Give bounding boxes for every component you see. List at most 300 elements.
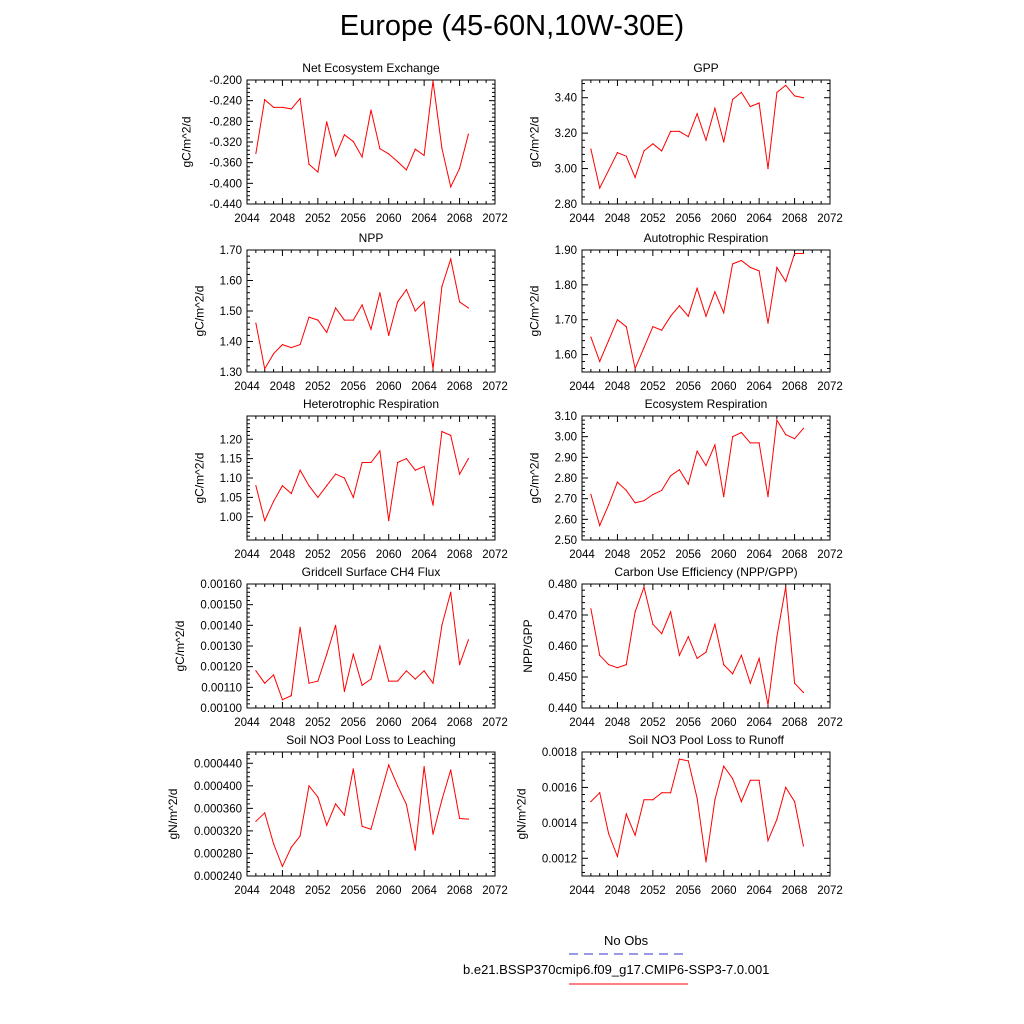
x-tick-label: 2044: [234, 213, 260, 225]
x-tick-label: 2056: [340, 213, 367, 225]
data-point: [273, 107, 274, 108]
x-tick-label: 2056: [340, 717, 367, 729]
plot-frame: [582, 80, 830, 204]
data-point: [335, 155, 336, 156]
y-tick-label: 0.480: [548, 579, 577, 591]
panel-title: Net Ecosystem Exchange: [302, 61, 440, 75]
y-tick-label: 0.0016: [541, 782, 577, 795]
data-point: [415, 149, 416, 150]
y-tick-label: 2.70: [554, 493, 577, 506]
x-tick-label: 2068: [446, 381, 473, 393]
x-tick-label: 2072: [482, 213, 508, 225]
data-point: [406, 804, 407, 805]
y-tick-label: 0.440: [548, 703, 577, 715]
x-tick-label: 2068: [446, 717, 473, 729]
data-point: [767, 168, 768, 169]
x-tick-label: 2068: [781, 213, 808, 225]
x-tick-label: 2072: [817, 885, 843, 897]
panel-4: [528, 231, 843, 393]
data-point: [424, 670, 425, 671]
data-point: [264, 368, 265, 369]
data-point: [635, 502, 636, 503]
data-point: [326, 332, 327, 333]
data-point: [732, 99, 733, 100]
data-point: [317, 171, 318, 172]
data-point: [459, 301, 460, 302]
data-point: [335, 625, 336, 626]
x-tick-label: 2056: [675, 885, 702, 897]
data-point: [432, 834, 433, 835]
data-point: [750, 442, 751, 443]
x-tick-label: 2048: [604, 381, 631, 393]
data-point: [344, 691, 345, 692]
data-point: [643, 500, 644, 501]
x-tick-label: 2052: [640, 549, 666, 561]
x-tick-label: 2064: [746, 213, 772, 225]
plot-frame: [582, 416, 830, 540]
data-point: [705, 140, 706, 141]
x-tick-label: 2044: [569, 381, 595, 393]
data-point: [308, 485, 309, 486]
data-point: [335, 803, 336, 804]
data-point: [450, 435, 451, 436]
data-point: [697, 451, 698, 452]
data-point: [785, 281, 786, 282]
data-point: [291, 108, 292, 109]
data-point: [379, 450, 380, 451]
data-point: [705, 465, 706, 466]
x-tick-label: 2060: [710, 885, 737, 897]
series-line: [256, 765, 469, 866]
data-point: [617, 482, 618, 483]
x-tick-label: 2060: [710, 549, 737, 561]
data-point: [432, 368, 433, 369]
data-point: [741, 92, 742, 93]
data-point: [424, 766, 425, 767]
y-tick-label: 1.40: [219, 336, 242, 349]
y-axis-label: gC/m^2/d: [192, 452, 207, 504]
y-tick-label: 0.000360: [194, 803, 242, 816]
data-point: [459, 168, 460, 169]
data-point: [599, 525, 600, 526]
data-point: [335, 474, 336, 475]
y-tick-label: 1.10: [219, 473, 242, 485]
data-point: [317, 796, 318, 797]
data-point: [590, 337, 591, 338]
plot-frame: [582, 752, 830, 876]
y-tick-label: 0.470: [548, 610, 577, 622]
x-tick-label: 2044: [569, 717, 595, 729]
data-point: [388, 520, 389, 521]
data-point: [459, 664, 460, 665]
x-tick-label: 2048: [269, 213, 296, 225]
data-point: [794, 683, 795, 684]
x-tick-label: 2060: [375, 381, 402, 393]
data-point: [424, 466, 425, 467]
x-tick-label: 2048: [269, 717, 296, 729]
data-point: [635, 611, 636, 612]
data-point: [670, 792, 671, 793]
data-point: [776, 636, 777, 637]
data-point: [432, 505, 433, 506]
y-tick-label: -0.440: [209, 199, 242, 211]
panel-5: [193, 397, 508, 561]
data-point: [415, 310, 416, 311]
data-point: [317, 497, 318, 498]
y-tick-label: 0.460: [548, 641, 577, 653]
panel-title: Heterotrophic Respiration: [302, 397, 440, 411]
data-point: [767, 323, 768, 324]
data-point: [317, 320, 318, 321]
data-point: [370, 462, 371, 463]
x-tick-label: 2064: [411, 549, 437, 561]
x-tick-label: 2056: [675, 717, 702, 729]
y-tick-label: -0.200: [209, 75, 242, 87]
y-tick-label: 0.000440: [194, 758, 242, 771]
x-tick-label: 2056: [340, 549, 367, 561]
data-point: [617, 667, 618, 668]
x-tick-label: 2072: [817, 381, 843, 393]
data-point: [803, 97, 804, 98]
y-tick-label: 3.40: [554, 92, 577, 105]
x-tick-label: 2052: [640, 213, 666, 225]
data-point: [291, 347, 292, 348]
y-tick-label: 2.60: [554, 514, 577, 527]
panel-title: Ecosystem Respiration: [644, 397, 768, 411]
plot-frame: [247, 416, 495, 540]
plot-frame: [247, 80, 495, 204]
y-axis-label: gN/m^2/d: [166, 788, 181, 840]
data-point: [300, 627, 301, 628]
x-tick-label: 2044: [569, 213, 595, 225]
y-tick-label: 1.80: [554, 279, 577, 292]
data-point: [282, 699, 283, 700]
y-axis-label: gN/m^2/d: [514, 788, 529, 840]
x-tick-label: 2060: [375, 549, 402, 561]
data-point: [432, 683, 433, 684]
data-point: [308, 683, 309, 684]
data-point: [370, 678, 371, 679]
x-tick-label: 2052: [305, 885, 331, 897]
plot-frame: [247, 752, 495, 876]
data-point: [599, 655, 600, 656]
data-point: [468, 458, 469, 459]
y-tick-label: -0.400: [209, 178, 242, 191]
data-point: [776, 819, 777, 820]
plot-frame: [582, 250, 830, 372]
data-point: [759, 780, 760, 781]
data-point: [652, 799, 653, 800]
panel-title: Soil NO3 Pool Loss to Leaching: [286, 733, 456, 747]
data-point: [670, 131, 671, 132]
data-point: [723, 766, 724, 767]
data-point: [705, 652, 706, 653]
data-point: [688, 136, 689, 137]
y-tick-label: 0.00140: [200, 620, 242, 633]
panel-3: [193, 231, 508, 393]
data-point: [652, 494, 653, 495]
data-point: [617, 319, 618, 320]
x-tick-label: 2060: [375, 885, 402, 897]
series-line: [591, 420, 804, 525]
x-tick-label: 2048: [269, 885, 296, 897]
y-tick-label: 1.15: [219, 453, 242, 466]
x-tick-label: 2052: [640, 717, 666, 729]
data-point: [255, 670, 256, 671]
data-point: [388, 335, 389, 336]
series-line: [591, 85, 804, 188]
x-tick-label: 2064: [746, 717, 772, 729]
y-tick-label: 1.05: [219, 492, 242, 505]
data-point: [291, 493, 292, 494]
data-point: [424, 301, 425, 302]
x-tick-label: 2044: [569, 885, 595, 897]
data-point: [406, 670, 407, 671]
data-point: [362, 156, 363, 157]
data-point: [688, 760, 689, 761]
x-tick-label: 2072: [482, 381, 508, 393]
y-tick-label: 2.50: [554, 535, 577, 547]
data-point: [273, 843, 274, 844]
data-point: [353, 768, 354, 769]
data-point: [308, 164, 309, 165]
data-point: [282, 485, 283, 486]
data-point: [785, 787, 786, 788]
data-point: [750, 267, 751, 268]
data-point: [643, 347, 644, 348]
data-point: [300, 98, 301, 99]
x-tick-label: 2060: [375, 213, 402, 225]
panel-title: GPP: [693, 61, 719, 75]
x-tick-label: 2048: [604, 885, 631, 897]
data-point: [300, 470, 301, 471]
y-tick-label: 0.000320: [194, 825, 242, 838]
x-tick-label: 2048: [604, 213, 631, 225]
data-point: [652, 326, 653, 327]
data-point: [308, 785, 309, 786]
data-point: [608, 833, 609, 834]
data-point: [661, 490, 662, 491]
data-point: [697, 797, 698, 798]
y-tick-label: 3.10: [554, 411, 577, 423]
data-point: [785, 434, 786, 435]
y-axis-label: gC/m^2/d: [192, 285, 207, 337]
data-point: [379, 292, 380, 293]
data-point: [362, 304, 363, 305]
data-point: [661, 150, 662, 151]
data-point: [697, 288, 698, 289]
data-point: [608, 340, 609, 341]
data-point: [326, 121, 327, 122]
series-line: [256, 592, 469, 699]
data-point: [406, 458, 407, 459]
data-point: [415, 470, 416, 471]
data-point: [468, 134, 469, 135]
data-point: [441, 431, 442, 432]
data-point: [750, 780, 751, 781]
data-point: [705, 316, 706, 317]
y-tick-label: 1.60: [219, 275, 242, 288]
data-point: [626, 664, 627, 665]
data-point: [635, 368, 636, 369]
y-tick-label: -0.240: [209, 95, 242, 108]
data-point: [397, 301, 398, 302]
series-line: [591, 587, 804, 705]
data-point: [326, 825, 327, 826]
y-tick-label: 1.20: [219, 434, 242, 447]
data-point: [450, 186, 451, 187]
y-axis-label: NPP/GPP: [521, 619, 535, 673]
data-point: [308, 317, 309, 318]
x-tick-label: 2064: [746, 885, 772, 897]
data-point: [255, 485, 256, 486]
panel-8: [521, 565, 843, 729]
data-point: [459, 818, 460, 819]
data-point: [688, 316, 689, 317]
x-tick-label: 2056: [675, 381, 702, 393]
data-point: [273, 501, 274, 502]
y-tick-label: 1.70: [219, 245, 242, 257]
data-point: [741, 801, 742, 802]
data-point: [353, 497, 354, 498]
data-point: [599, 792, 600, 793]
data-point: [750, 683, 751, 684]
y-tick-label: 1.30: [219, 367, 242, 379]
data-point: [432, 80, 433, 81]
data-point: [785, 587, 786, 588]
data-point: [626, 156, 627, 157]
data-point: [344, 134, 345, 135]
data-point: [599, 361, 600, 362]
data-point: [353, 320, 354, 321]
data-point: [688, 484, 689, 485]
data-point: [626, 490, 627, 491]
data-point: [362, 462, 363, 463]
data-point: [785, 85, 786, 86]
data-point: [255, 821, 256, 822]
data-point: [776, 267, 777, 268]
data-point: [776, 420, 777, 421]
data-point: [468, 639, 469, 640]
data-point: [688, 636, 689, 637]
y-tick-label: -0.360: [209, 157, 242, 170]
data-point: [590, 608, 591, 609]
y-tick-label: 0.0012: [541, 853, 577, 866]
data-point: [608, 664, 609, 665]
data-point: [590, 801, 591, 802]
data-point: [590, 148, 591, 149]
data-point: [767, 496, 768, 497]
data-point: [670, 611, 671, 612]
data-point: [468, 307, 469, 308]
data-point: [415, 678, 416, 679]
y-tick-label: -0.280: [209, 116, 242, 129]
data-point: [776, 92, 777, 93]
data-point: [697, 658, 698, 659]
legend-obs-label: No Obs: [604, 933, 649, 948]
data-point: [326, 485, 327, 486]
data-point: [388, 153, 389, 154]
x-tick-label: 2064: [411, 717, 437, 729]
y-tick-label: 2.80: [554, 199, 577, 211]
x-tick-label: 2052: [305, 717, 331, 729]
x-tick-label: 2044: [234, 717, 260, 729]
data-point: [723, 664, 724, 665]
data-point: [388, 764, 389, 765]
y-axis-label: gC/m^2/d: [172, 620, 187, 672]
data-point: [705, 861, 706, 862]
y-tick-label: 2.80: [554, 473, 577, 485]
x-tick-label: 2056: [675, 213, 702, 225]
data-point: [362, 826, 363, 827]
data-point: [714, 291, 715, 292]
y-tick-label: 0.00150: [200, 599, 242, 612]
y-tick-label: 1.00: [219, 511, 242, 524]
x-tick-label: 2064: [411, 885, 437, 897]
data-point: [803, 253, 804, 254]
panel-title: Carbon Use Efficiency (NPP/GPP): [614, 565, 798, 579]
y-tick-label: 1.70: [554, 314, 577, 327]
y-tick-label: 0.00100: [200, 703, 242, 715]
data-point: [626, 326, 627, 327]
data-point: [255, 323, 256, 324]
data-point: [803, 692, 804, 693]
data-point: [626, 813, 627, 814]
y-tick-label: 0.000280: [194, 848, 242, 861]
series-line: [256, 432, 469, 521]
data-point: [767, 840, 768, 841]
data-point: [326, 654, 327, 655]
x-tick-label: 2052: [305, 381, 331, 393]
x-tick-label: 2068: [781, 381, 808, 393]
x-tick-label: 2052: [640, 381, 666, 393]
x-tick-label: 2072: [482, 717, 508, 729]
x-tick-label: 2064: [746, 381, 772, 393]
x-tick-label: 2048: [604, 717, 631, 729]
data-point: [397, 161, 398, 162]
data-point: [750, 106, 751, 107]
x-tick-label: 2048: [604, 549, 631, 561]
x-tick-label: 2060: [710, 213, 737, 225]
data-point: [344, 815, 345, 816]
data-point: [264, 520, 265, 521]
series-line: [256, 259, 469, 369]
panel-7: [173, 565, 508, 729]
data-point: [406, 289, 407, 290]
y-tick-label: 1.50: [219, 306, 242, 318]
data-point: [608, 504, 609, 505]
data-point: [794, 95, 795, 96]
panel-title: NPP: [358, 231, 384, 245]
panel-title: Soil NO3 Pool Loss to Runoff: [628, 733, 784, 747]
x-tick-label: 2068: [446, 885, 473, 897]
data-point: [759, 270, 760, 271]
data-point: [635, 835, 636, 836]
data-point: [714, 108, 715, 109]
data-point: [459, 474, 460, 475]
x-tick-label: 2044: [234, 549, 260, 561]
data-point: [617, 152, 618, 153]
x-tick-label: 2056: [675, 549, 702, 561]
x-tick-label: 2048: [269, 549, 296, 561]
data-point: [264, 99, 265, 100]
y-axis-label: gC/m^2/d: [179, 116, 194, 168]
data-point: [732, 778, 733, 779]
data-point: [282, 107, 283, 108]
x-tick-label: 2052: [305, 549, 331, 561]
data-point: [714, 444, 715, 445]
data-point: [362, 685, 363, 686]
